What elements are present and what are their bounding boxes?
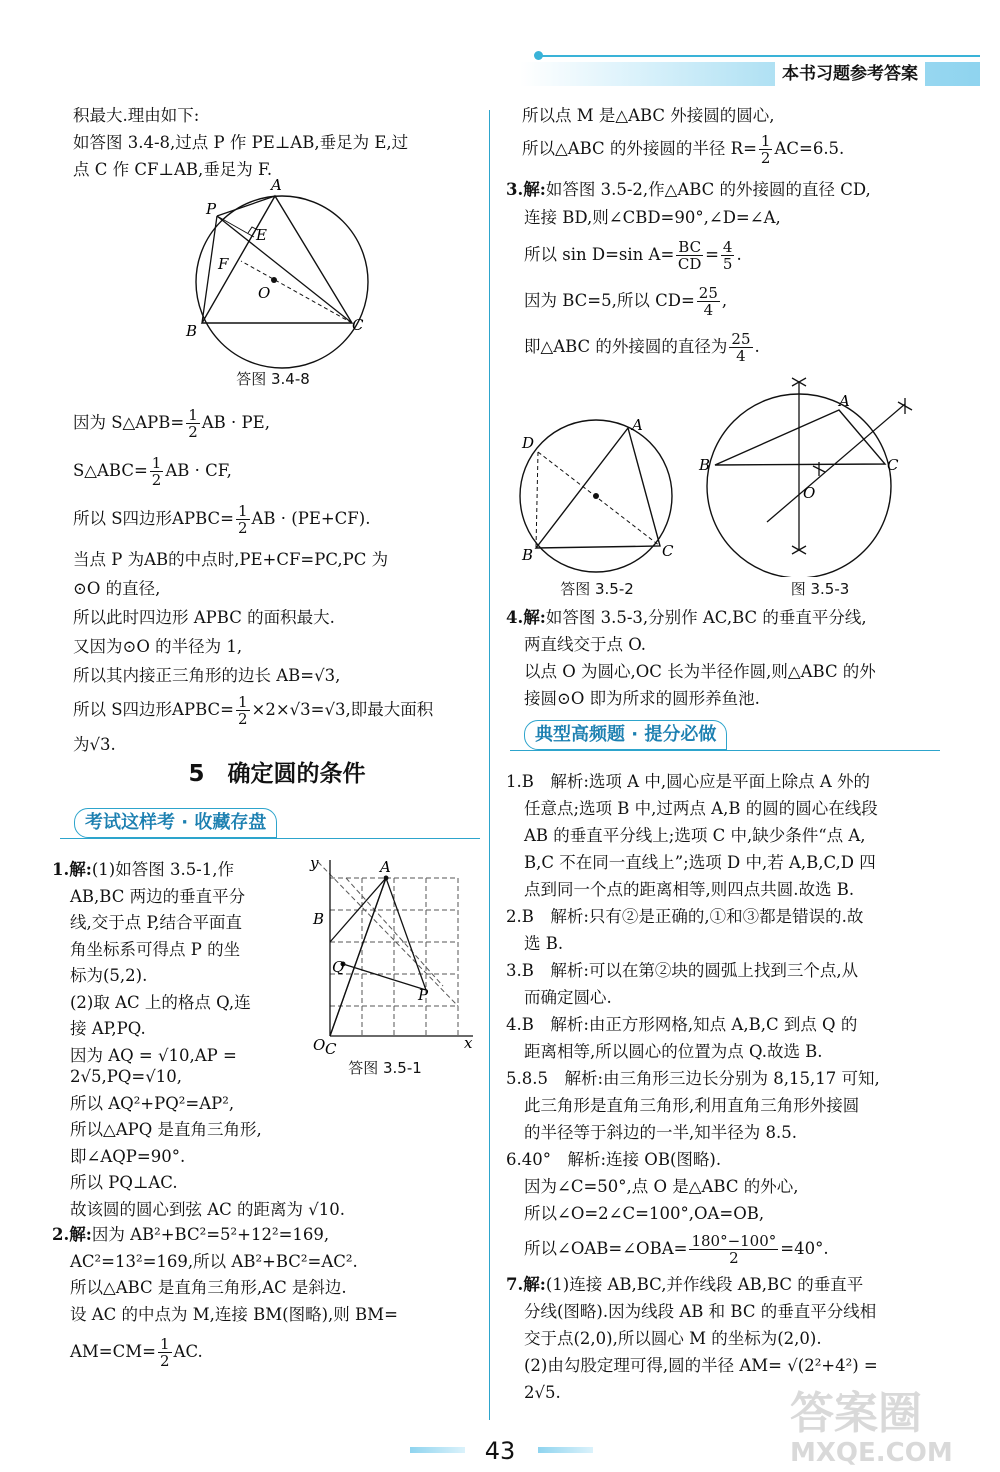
svg-text:A: A: [839, 392, 850, 410]
fig1-label-e: E: [256, 226, 267, 244]
svg-text:Q: Q: [332, 958, 345, 976]
section-title: 5 确定圆的条件: [188, 761, 366, 787]
fig2-caption: 答图 3.5-1: [348, 1059, 422, 1077]
formula-line: 所以 S四边形APBC= $\frac{1}{2}$ AB · (PE+CF).: [73, 502, 371, 537]
svg-text:y: y: [310, 856, 319, 872]
svg-text:x: x: [464, 1034, 473, 1052]
left-column-mid: [73, 403, 481, 539]
svg-text:B: B: [522, 546, 534, 564]
text-line: 为√3.: [73, 735, 116, 754]
svg-text:O: O: [803, 484, 816, 502]
figure-3-4-8: [180, 178, 380, 372]
q3-label: 3.解:: [506, 180, 546, 199]
fig1-label-b: B: [186, 322, 198, 340]
left-column-top: [73, 102, 481, 183]
q1-block-rest: 2√5,PQ=√10, 所以 AQ²+PQ²=AP², 所以△APQ 是直角三角形, 即∠AQP=90°. 所以 PQ⊥AC. 故该圆的圆心到弦 AC 的距离为 √10.: [70, 1067, 346, 1219]
q1-label: 1.解:: [52, 860, 92, 879]
svg-text:P: P: [418, 986, 429, 1004]
text-line: 积最大.理由如下:: [73, 106, 200, 125]
svg-text:C: C: [662, 542, 674, 560]
formula-line: S△ABC= $\frac{1}{2}$ AB · CF,: [73, 454, 232, 489]
banner-frequent: 典型高频题 · 提分必做: [510, 720, 940, 750]
fig1-caption: 答图 3.4-8: [236, 370, 310, 388]
fig1-label-o: O: [258, 284, 271, 302]
formula-line: 所以 S四边形APBC= $\frac{1}{2}$ ×2×√3=√3,即最大面积: [73, 693, 434, 728]
fig1-label-f: F: [218, 255, 229, 273]
q7-label: 7.解:: [506, 1275, 546, 1294]
fig1-label-a: A: [271, 178, 282, 194]
text-line: ⊙O 的直径,: [73, 579, 161, 598]
q2-block: 2.解:因为 AB²+BC²=5²+12²=169, AC²=13²=169,所以 AB²+BC²=AC². 所以△ABC 是直角三角形,AC 是斜边. 设 AC 的中点为 M,连接 BM(图略),则 BM= AM=CM= $\frac{1}{2}$ AC.: [52, 1225, 398, 1370]
fig1-label-p: P: [206, 200, 217, 218]
svg-text:A: A: [380, 858, 391, 876]
header-title: 本书习题参考答案: [775, 60, 925, 88]
page-number-deco-right: [538, 1447, 593, 1453]
text-line: 如答图 3.4-8,过点 P 作 PE⊥AB,垂足为 E,过: [73, 133, 409, 152]
watermark: 答案圈 MXQE.COM: [790, 1388, 953, 1468]
left-column-mid2: [73, 545, 481, 759]
svg-text:C: C: [887, 456, 899, 474]
fig1-label-c: C: [352, 316, 364, 334]
q4-label: 4.解:: [506, 608, 546, 627]
formula-line: 因为 S△APB= $\frac{1}{2}$ AB · PE,: [73, 406, 270, 441]
page-number: 43: [484, 1437, 516, 1465]
fig4-caption: 图 3.5-3: [790, 580, 850, 598]
svg-text:D: D: [522, 434, 535, 452]
header-rule: [540, 55, 980, 57]
banner-exam: 考试这样考 · 收藏存盘: [60, 808, 480, 838]
q1-block: 1.解:(1)如答图 3.5-1,作 AB,BC 两边的垂直平分 线,交于点 P,结合平面直 角坐标系可得点 P 的坐 标为(5,2). (2)取 AC 上的格点 Q,连 接 AP,PQ. 因为 AQ = √10,AP =: [52, 860, 251, 1065]
right-top: 所以点 M 是△ABC 外接圆的圆心, 所以△ABC 的外接圆的半径 R= $\frac{1}{2}$ AC=6.5.: [522, 106, 845, 167]
q3-block: 3.解:如答图 3.5-2,作△ABC 的外接圆的直径 CD, 连接 BD,则∠CBD=90°,∠D=∠A, 所以 sin D=sin A= $\frac{BC}{CD}$ = $\frac{4}{5}$ . 因为 BC=5,所以 CD= $\frac{25}{4}$ , 即△ABC 的外接圆的直径为 $\frac{25}{4}$ .: [506, 180, 871, 365]
page-number-deco-left: [410, 1447, 465, 1453]
answers-block: 1.B 解析:选项 A 中,圆心应是平面上除点 A 外的 任意点;选项 B 中,过两点 A,B 的圆的圆心在线段 AB 的垂直平分线上;选项 C 中,缺少条件“点 A, B,C 不在同一直线上”;选项 D 中,若 A,B,C,D 四 点到同一个点的距离相等,则四点共圆.故选 B. 2.B 解析:只有②是正确的,①和③都是错误的.故 选 B. 3.B 解析:可以在第②块的圆弧上找到三个点,从 而确定圆心. 4.B 解析:由正方形网格,知点 A,B,C 到点 Q 的 距离相等,所以圆心的位置为点 Q.故选 B. 5.8.5 解析:由三角形三边长分别为 8,15,17 可知, 此三角形是直角三角形,利用直角三角形外接圆 的半径等于斜边的一半,知半径为 8.5. 6.40° 解析:连接 OB(图略). 因为∠C=50°,点 O 是△ABC 的外心, 所以∠O=2∠C=100°,OA=OB, 所以∠OAB=∠OBA= $\frac{180^\circ-100^\circ}{2}$ =40°. 7.解:(1)连接 AB,BC,并作线段 AB,BC 的垂直平 分线(图略).因为线段 AB 和 BC 的垂直平分线相 交于点(2,0),所以圆心 M 的坐标为(2,0). (2)由勾股定理可得,圆的半径 AM= √(2²+4²) = 2√5.: [506, 772, 880, 1402]
figure-3-5-1: [288, 856, 480, 1056]
text-line: 当点 P 为AB的中点时,PE+CF=PC,PC 为: [73, 550, 389, 569]
figure-3-5-3: [695, 372, 935, 577]
figure-3-5-2: [510, 418, 685, 578]
text-line: 所以此时四边形 APBC 的面积最大.: [73, 608, 335, 627]
column-divider: [489, 110, 490, 1420]
header-dot: [534, 51, 543, 60]
q4-block: 4.解:如答图 3.5-3,分别作 AC,BC 的垂直平分线, 两直线交于点 O. 以点 O 为圆心,OC 长为半径作圆,则△ABC 的外 接圆⊙O 即为所求的圆形养鱼池.: [506, 608, 876, 708]
text-line: 又因为⊙O 的半径为 1,: [73, 637, 243, 656]
svg-text:B: B: [699, 456, 711, 474]
svg-text:O: O: [313, 1036, 326, 1054]
text-line: 点 C 作 CF⊥AB,垂足为 F.: [73, 160, 273, 179]
svg-text:B: B: [313, 910, 325, 928]
text-line: 所以其内接正三角形的边长 AB=√3,: [73, 666, 341, 685]
q2-label: 2.解:: [52, 1225, 92, 1244]
svg-text:C: C: [325, 1040, 337, 1056]
svg-text:A: A: [632, 418, 643, 434]
fig3-caption: 答图 3.5-2: [560, 580, 634, 598]
